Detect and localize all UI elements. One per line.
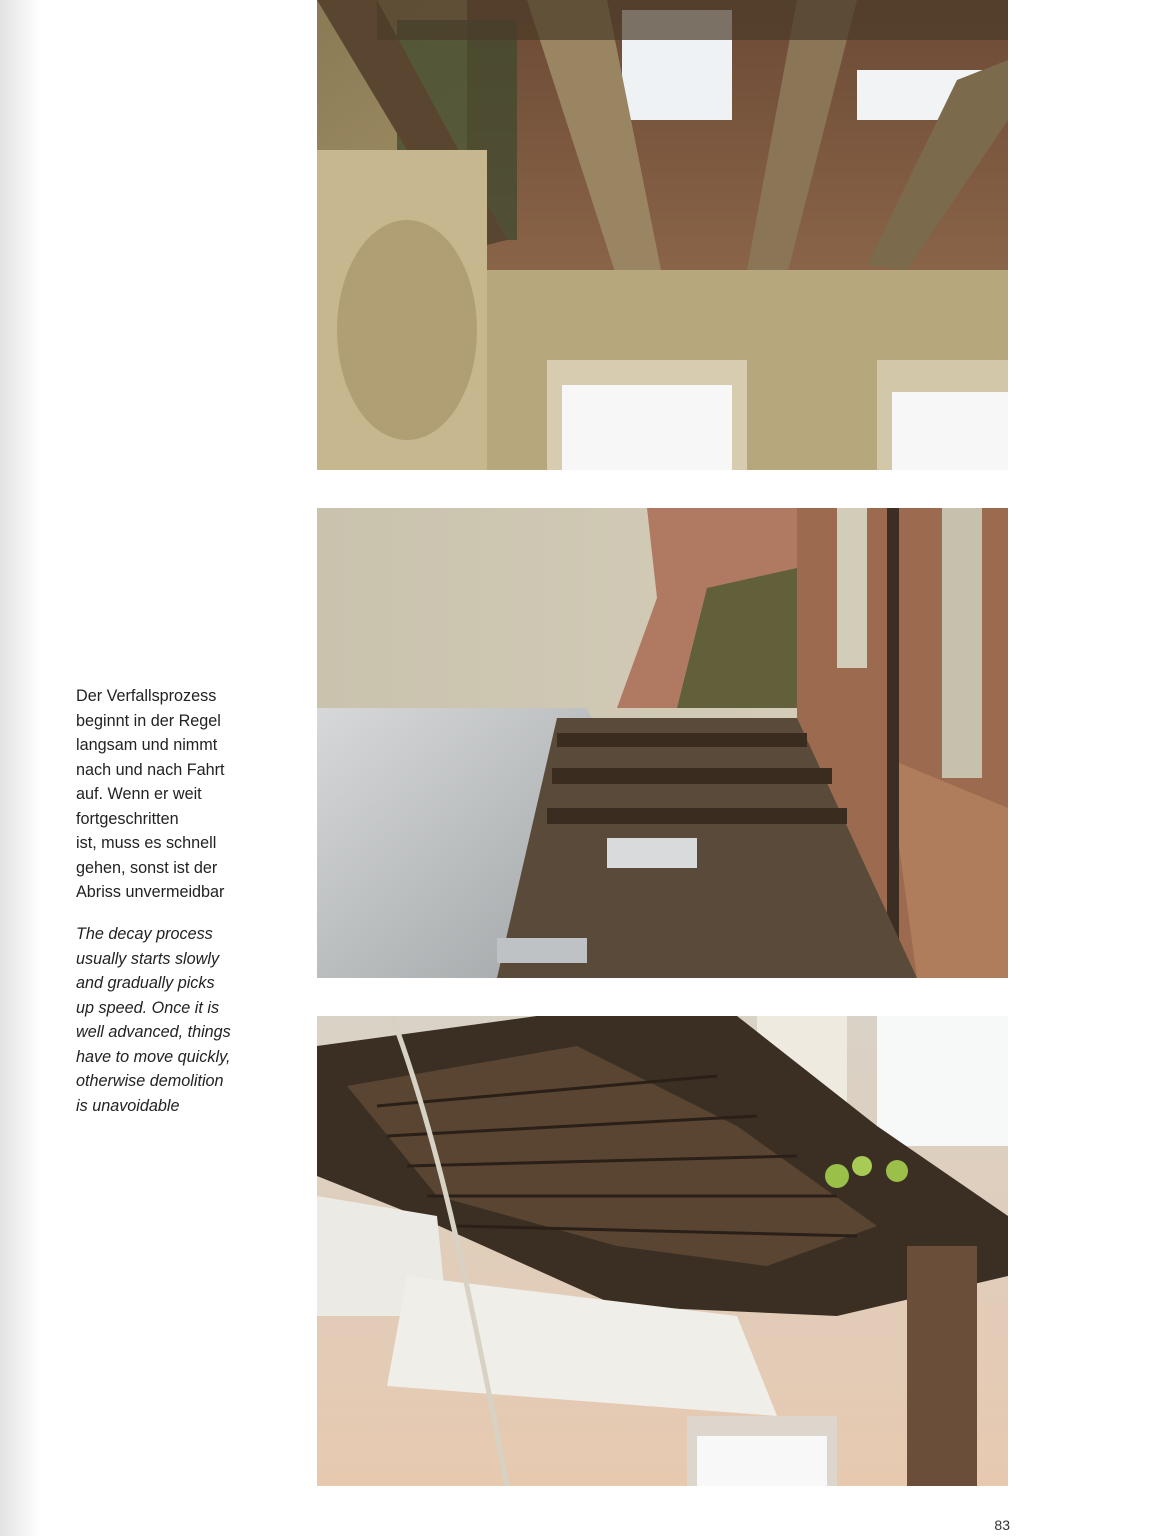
caption-english-line: and gradually picks	[76, 974, 215, 992]
caption-english-line: otherwise demolition	[76, 1072, 224, 1090]
caption-german-line: beginnt in der Regel	[76, 711, 221, 730]
caption-english-line: well advanced, things	[76, 1023, 231, 1041]
photo-collapsing-ceiling	[317, 1016, 1008, 1486]
photo-ceiling-beams	[317, 0, 1008, 470]
caption-german-line: langsam und nimmt	[76, 736, 218, 754]
caption-german-line: ist, muss es schnell	[76, 834, 217, 852]
page-gutter-shadow	[0, 0, 40, 1536]
caption-english-line: The decay process	[76, 925, 213, 943]
caption-german-line: gehen, sonst ist der	[76, 858, 218, 877]
photo-damaged-floor	[317, 508, 1008, 978]
caption-english-line: usually starts slowly	[76, 949, 220, 968]
caption-english	[76, 922, 244, 1118]
caption-german-line: nach und nach Fahrt	[76, 760, 225, 779]
caption-german-line: Abriss unvermeidbar	[76, 883, 225, 901]
caption-english-line: up speed. Once it is	[76, 998, 220, 1017]
caption-english-line: have to move quickly,	[76, 1047, 231, 1066]
caption-english-line: is unavoidable	[76, 1096, 180, 1115]
caption-german-line: auf. Wenn er weit	[76, 785, 202, 803]
caption-german-line: fortgeschritten	[76, 809, 179, 828]
caption-german-line: Der Verfallsprozess	[76, 687, 217, 705]
page-number: 83	[994, 1517, 1010, 1533]
caption-german	[76, 684, 244, 905]
